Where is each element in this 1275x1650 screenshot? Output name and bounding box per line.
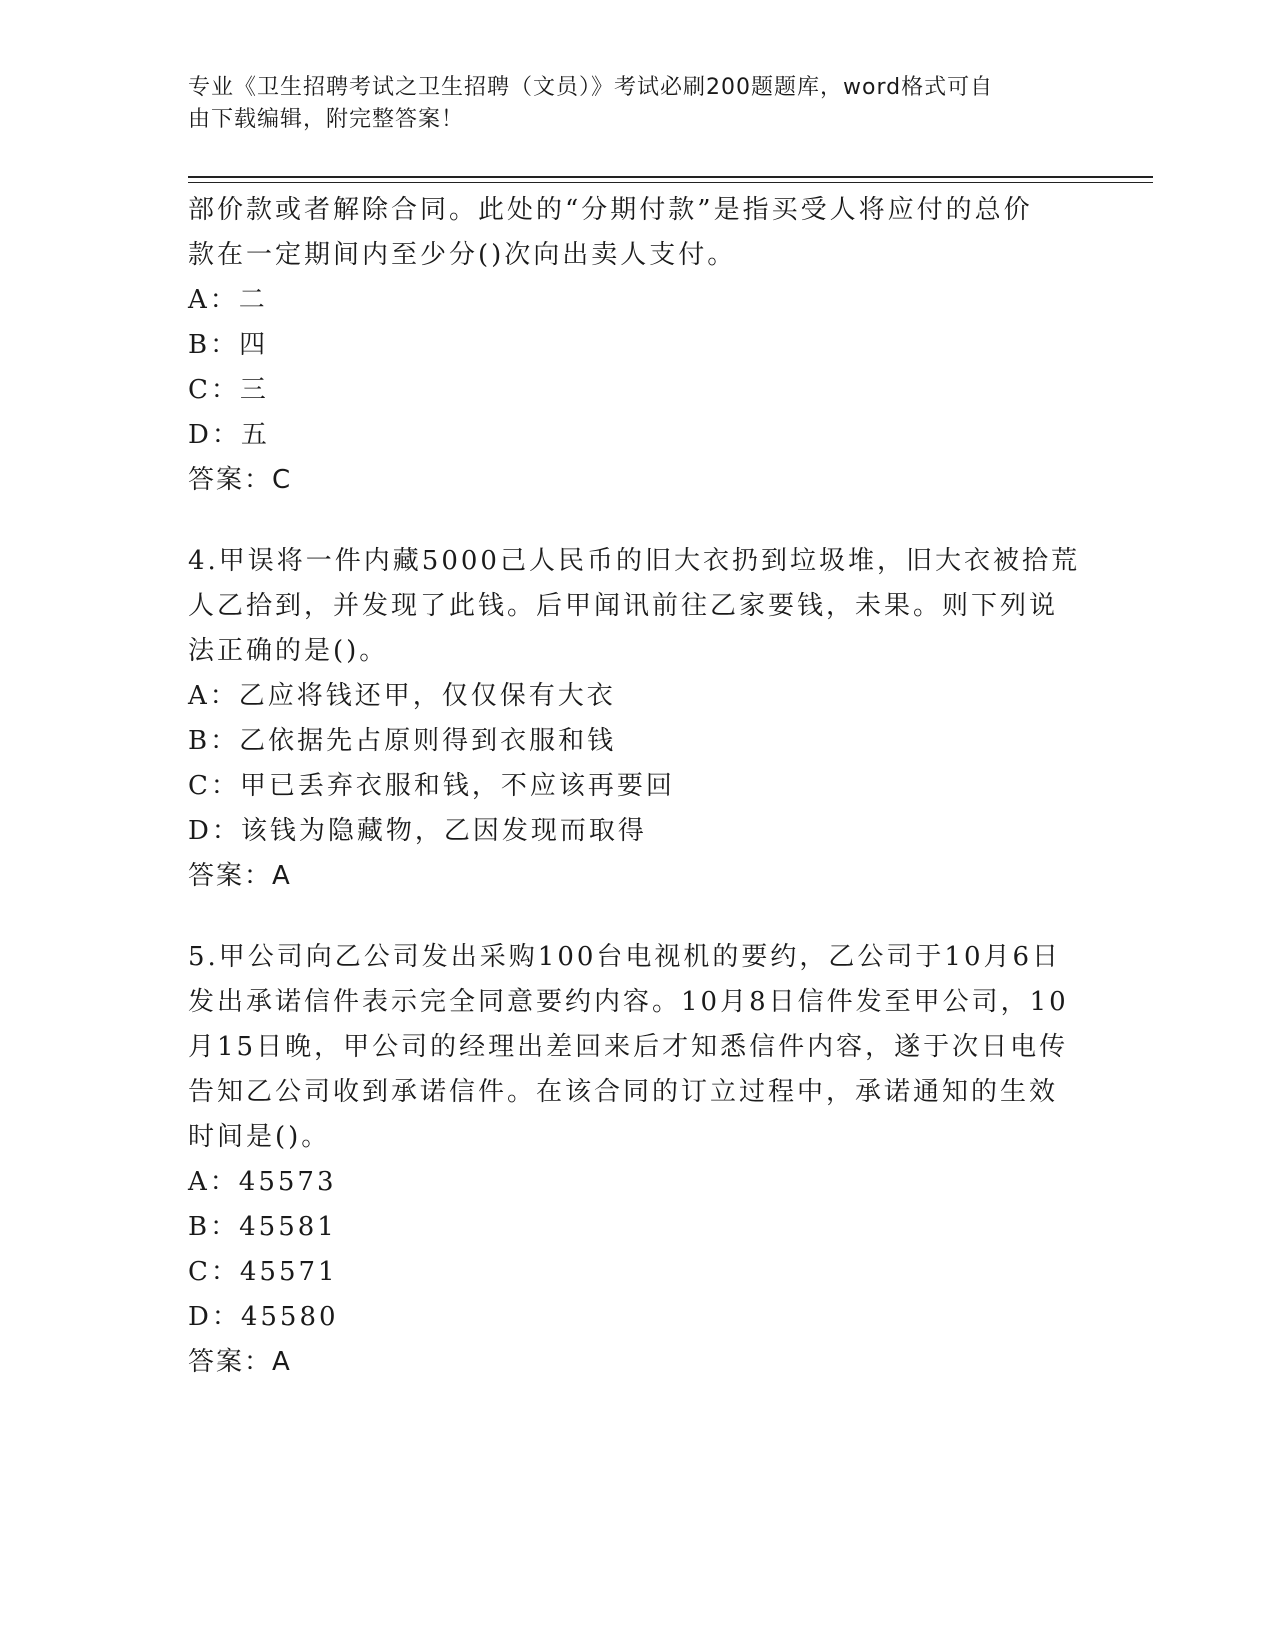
question-4	[188, 539, 1088, 899]
question-text-line: 告知乙公司收到承诺信件。在该合同的订立过程中，承诺通知的生效	[188, 1077, 1059, 1107]
header-line-2: 由下载编辑，附完整答案！	[188, 107, 465, 132]
document-header	[188, 72, 1068, 136]
answer-line: 答案：A	[188, 861, 292, 891]
question-text-line: 时间是()。	[188, 1122, 331, 1152]
option-b: B：45581	[188, 1212, 337, 1242]
option-b: B：四	[188, 330, 269, 360]
question-text-line: 法正确的是()。	[188, 636, 389, 666]
question-text-line: 部价款或者解除合同。此处的“分期付款”是指买受人将应付的总价	[188, 195, 1033, 225]
option-d: D：45580	[188, 1302, 339, 1332]
document-body	[188, 188, 1088, 1385]
question-text-line: 款在一定期间内至少分()次向出卖人支付。	[188, 240, 737, 270]
question-text-line: 4.甲误将一件内藏5000己人民币的旧大衣扔到垃圾堆，旧大衣被拾荒	[188, 546, 1080, 576]
option-a: A：45573	[188, 1167, 337, 1197]
option-d: D：该钱为隐藏物，乙因发现而取得	[188, 816, 647, 846]
option-c: C：三	[188, 375, 269, 405]
header-line-1: 专业《卫生招聘考试之卫生招聘（文员）》考试必刷200题题库，word格式可自	[188, 75, 994, 100]
header-divider-thick	[188, 176, 1153, 178]
option-c: C：甲已丢弃衣服和钱，不应该再要回	[188, 771, 675, 801]
header-divider-thin	[188, 182, 1153, 183]
question-text-line: 5.甲公司向乙公司发出采购100台电视机的要约，乙公司于10月6日	[188, 942, 1062, 972]
option-b: B：乙依据先占原则得到衣服和钱	[188, 726, 617, 756]
option-a: A：二	[188, 285, 268, 315]
option-a: A：乙应将钱还甲，仅仅保有大衣	[188, 681, 616, 711]
question-text-line: 月15日晚，甲公司的经理出差回来后才知悉信件内容，遂于次日电传	[188, 1032, 1069, 1062]
answer-line: 答案：C	[188, 465, 293, 495]
option-d: D：五	[188, 420, 270, 450]
question-3	[188, 188, 1088, 503]
answer-line: 答案：A	[188, 1347, 292, 1377]
question-text-line: 人乙拾到，并发现了此钱。后甲闻讯前往乙家要钱，未果。则下列说	[188, 591, 1059, 621]
question-5	[188, 935, 1088, 1385]
option-c: C：45571	[188, 1257, 338, 1287]
question-text-line: 发出承诺信件表示完全同意要约内容。10月8日信件发至甲公司，10	[188, 987, 1069, 1017]
